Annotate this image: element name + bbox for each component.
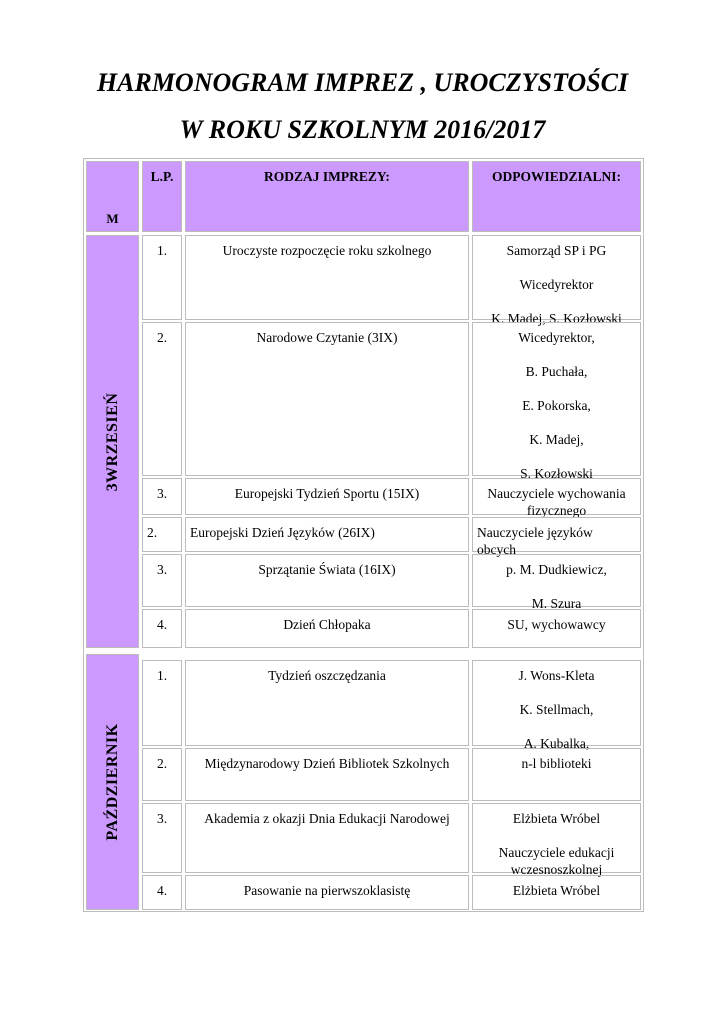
header-event: RODZAJ IMPREZY: [185,161,469,232]
document-title-line-2: W ROKU SZKOLNYM 2016/2017 [179,115,546,144]
header-lp: L.P. [142,161,182,232]
table-row-event: Pasowanie na pierwszoklasistę [185,875,469,910]
table-row-event: Tydzień oszczędzania [185,660,469,746]
table-row-lp: 3. [142,478,182,515]
responsible-line: J. Wons-Kleta [518,668,595,683]
table-row-event: Akademia z okazji Dnia Edukacji Narodowej [185,803,469,873]
table-row-lp: 4. [142,609,182,648]
table-row-lp: 2. [142,322,182,476]
table-row-responsible [472,235,641,326]
table-row-responsible: SU, wychowawcy [472,609,641,648]
table-row-responsible [472,660,641,751]
month-label-october: PAŹDZIERNIK [103,723,121,841]
responsible-line: p. M. Dudkiewicz, [506,562,607,577]
header-month-cell [86,161,139,232]
month-label-september: 3WRZESIEŃ [103,392,121,491]
table-row-event: Europejski Dzień Języków (26IX) [185,517,469,552]
responsible-line: Wicedyrektor [519,277,594,292]
header-responsible: ODPOWIEDZIALNI: [472,161,641,232]
responsible-line: Elżbieta Wróbel [512,811,601,826]
table-row-lp: 3. [142,803,182,873]
month-cell-september [86,235,139,648]
table-row-responsible: n-l biblioteki [472,748,641,801]
table-row-responsible: Elżbieta Wróbel [472,875,641,910]
table-row-lp: 1. [142,235,182,320]
responsible-line: K. Stellmach, [519,702,594,717]
responsible-line: Nauczyciele edukacji wczesnoszkolnej [498,845,615,877]
table-row-lp: 1. [142,660,182,746]
table-row-lp: 2. [142,517,182,552]
responsible-line: E. Pokorska, [522,398,591,413]
responsible-line: A. Kubalka, [523,736,590,751]
table-row-event: Międzynarodowy Dzień Bibliotek Szkolnych [185,748,469,801]
table-row-responsible: Nauczyciele wychowania fizycznego [472,478,641,515]
table-row-event: Dzień Chłopaka [185,609,469,648]
table-row-responsible [472,803,641,877]
table-row-lp: 4. [142,875,182,910]
table-row-responsible: Nauczyciele języków obcych [472,517,641,552]
responsible-line: K. Madej, S. Kozłowski [491,311,622,326]
responsible-line: B. Puchała, [525,364,588,379]
responsible-line: Samorząd SP i PG [506,243,607,258]
header-month-label: M [106,211,119,226]
table-row-responsible [472,554,641,611]
document-title-line-1: HARMONOGRAM IMPREZ , UROCZYSTOŚCI [96,68,629,97]
table-row-event: Narodowe Czytanie (3IX) [185,322,469,476]
table-row-lp: 3. [142,554,182,607]
table-row-responsible [472,322,641,481]
month-cell-october [86,654,139,910]
responsible-line: Wicedyrektor, [518,330,595,345]
responsible-line: S. Kozłowski [520,466,593,481]
table-row-event: Sprzątanie Świata (16IX) [185,554,469,607]
table-row-event: Europejski Tydzień Sportu (15IX) [185,478,469,515]
table-row-event: Uroczyste rozpoczęcie roku szkolnego [185,235,469,320]
responsible-line: M. Szura [531,596,582,611]
table-row-lp: 2. [142,748,182,801]
responsible-line: K. Madej, [529,432,584,447]
